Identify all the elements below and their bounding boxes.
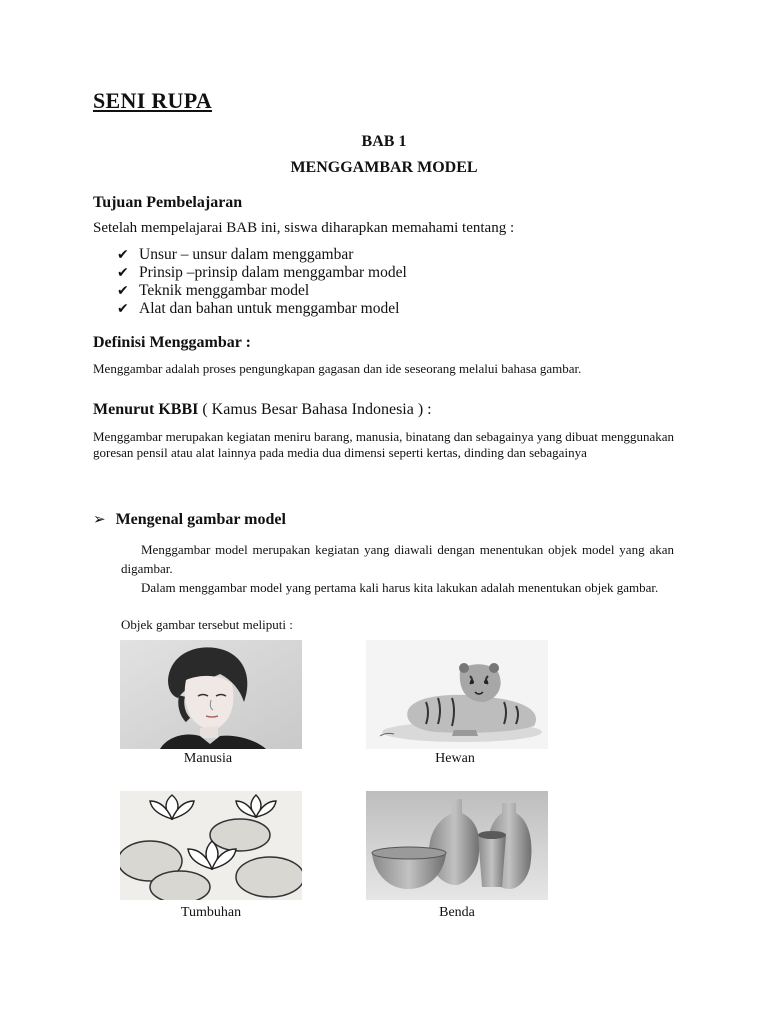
- section-heading: Mengenal gambar model: [115, 511, 286, 528]
- list-item: ✔ Prinsip –prinsip dalam menggambar model: [117, 264, 407, 281]
- objectives-heading: Tujuan Pembelajaran: [93, 194, 243, 211]
- section-para-3: Objek gambar tersebut meliputi :: [121, 617, 293, 632]
- checkmark-icon: ✔: [117, 301, 129, 317]
- checkmark-icon: ✔: [117, 247, 129, 263]
- checkmark-icon: ✔: [117, 265, 129, 281]
- arrow-bullet-icon: ➢: [93, 510, 106, 528]
- section-para-1: Menggambar model merupakan kegiatan yang diawali dengan menentukan objek model yang akan digambar.: [121, 542, 674, 576]
- kbbi-heading-rest: ( Kamus Besar Bahasa Indonesia ) :: [198, 401, 432, 418]
- list-item: ✔ Teknik menggambar model: [117, 282, 310, 299]
- kbbi-heading-bold: Menurut KBBI: [93, 401, 199, 418]
- objectives-list: [117, 246, 407, 318]
- lotus-sketch-image: [120, 791, 302, 900]
- kbbi-heading: [93, 401, 432, 419]
- figure-caption: Hewan: [435, 751, 475, 766]
- chapter-number: BAB 1: [361, 133, 407, 150]
- section-heading-row: [93, 510, 286, 529]
- page-title: SENI RUPA: [93, 88, 213, 113]
- figure-caption: Benda: [439, 905, 475, 920]
- figure-caption: Manusia: [183, 751, 233, 766]
- definition-heading: Definisi Menggambar :: [93, 334, 251, 351]
- figure-caption: Tumbuhan: [180, 905, 242, 920]
- definition-text: Menggambar adalah proses pengungkapan gagasan dan ide seseorang melalui bahasa gambar.: [93, 361, 582, 376]
- section-para-2: Dalam menggambar model yang pertama kali harus kita lakukan adalah menentukan objek gambar.: [141, 580, 659, 595]
- still-life-sketch-image: [366, 791, 548, 900]
- human-portrait-image: [120, 640, 302, 749]
- checkmark-icon: ✔: [117, 283, 129, 299]
- list-item: ✔ Unsur – unsur dalam menggambar: [117, 246, 354, 263]
- objectives-intro: Setelah mempelajarai BAB ini, siswa diharapkan memahami tentang :: [93, 220, 515, 236]
- tiger-sketch-image: [366, 640, 548, 749]
- list-item: ✔ Alat dan bahan untuk menggambar model: [117, 300, 400, 317]
- chapter-title: MENGGAMBAR MODEL: [290, 159, 478, 176]
- kbbi-text: Menggambar merupakan kegiatan meniru barang, manusia, binatang dan sebagainya yang dibuat menggunakan goresan pensil atau alat lainnya pada media dua dimensi seperti kertas, dinding dan sebagainya: [93, 429, 674, 460]
